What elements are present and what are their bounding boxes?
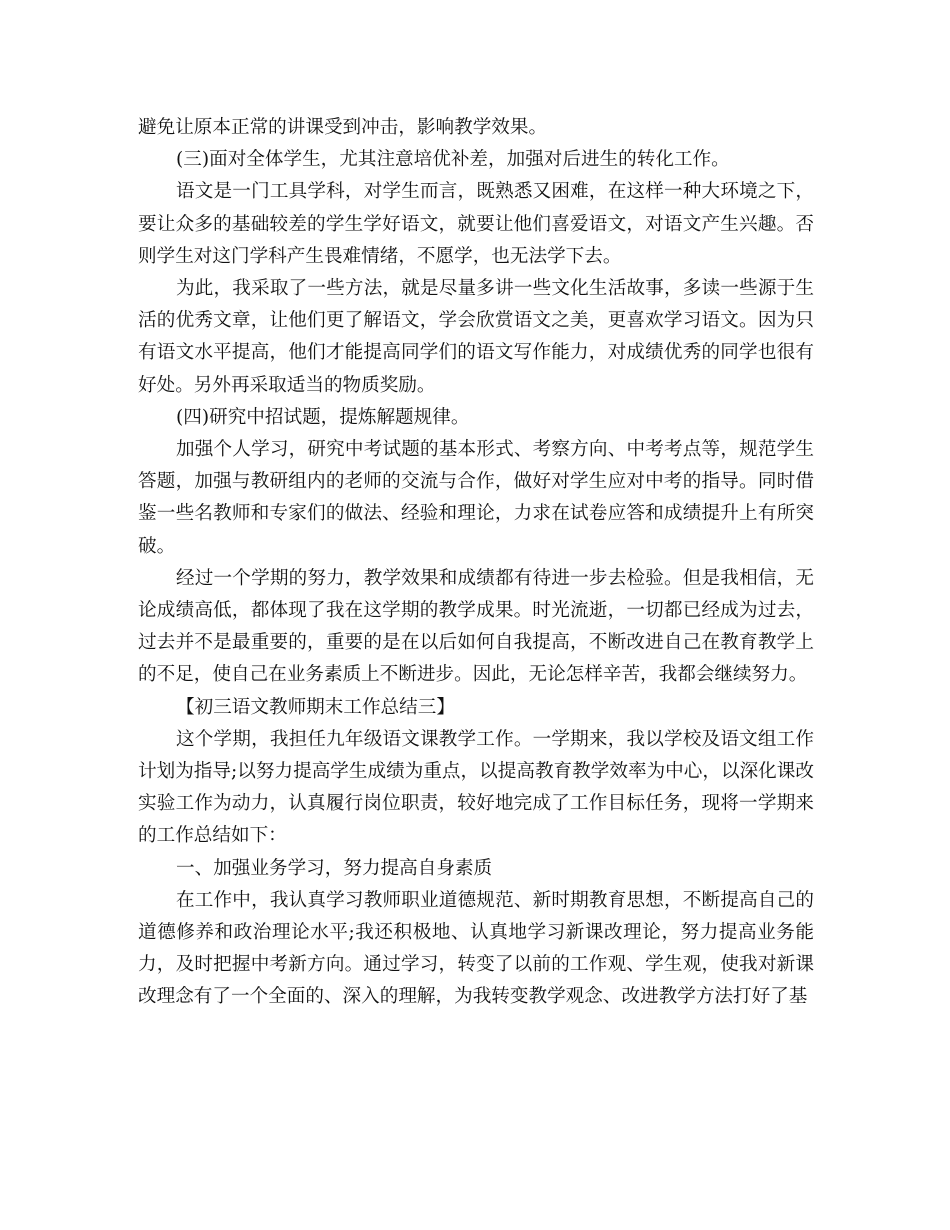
paragraph: 这个学期，我担任九年级语文课教学工作。一学期来，我以学校及语文组工作计划为指导;以努力提高学生成绩为重点，以提高教育教学效率为中心，以深化课改实验工作为动力，认真履行岗位职责，较好地完成了工作目标任务，现将一学期来的工作总结如下： [138,728,814,847]
article-title: 【初三语文教师期末工作总结三】 [176,696,455,718]
paragraph: 经过一个学期的努力，教学效果和成绩都有待进一步去检验。但是我相信，无论成绩高低，都体现了我在这学期的教学成果。时光流逝，一切都已经成为过去，过去并不是最重要的，重要的是在以后如何自我提高，不断改进自己在教育教学上的不足，使自己在业务素质上不断进步。因此，无论怎样辛苦，我都会继续努力。 [138,567,814,686]
paragraph: 语文是一门工具学科，对学生而言，既熟悉又困难，在这样一种大环境之下，要让众多的基础较差的学生学好语文，就要让他们喜爱语文，对语文产生兴趣。否则学生对这门学科产生畏难情绪，不愿学，也无法学下去。 [138,181,814,267]
section-heading: (三)面对全体学生，尤其注意培优补差，加强对后进生的转化工作。 [176,149,730,171]
paragraph: 为此，我采取了一些方法，就是尽量多讲一些文化生活故事，多读一些源于生活的优秀文章，让他们更了解语文，学会欣赏语文之美，更喜欢学习语文。因为只有语文水平提高，他们才能提高同学们的语文写作能力，对成绩优秀的同学也很有好处。另外再采取适当的物质奖励。 [138,278,814,396]
paragraph: 加强个人学习，研究中考试题的基本形式、考察方向、中考考点等，规范学生答题，加强与教研组内的老师的交流与合作，做好对学生应对中考的指导。同时借鉴一些名教师和专家们的做法、经验和理论，力求在试卷应答和成绩提升上有所突破。 [138,439,814,557]
section-heading: 一、加强业务学习，努力提高自身素质 [176,857,493,879]
paragraph: 避免让原本正常的讲课受到冲击，影响教学效果。 [138,117,548,138]
document-body [138,112,814,1014]
paragraph: 在工作中，我认真学习教师职业道德规范、新时期教育思想，不断提高自己的道德修养和政治理论水平;我还积极地、认真地学习新课改理论，努力提高业务能力，及时把握中考新方向。通过学习，转变了以前的工作观、学生观，使我对新课改理念有了一个全面的、深入的理解，为我转变教学观念、改进教学方法打好了基 [138,889,814,1008]
section-heading: (四)研究中招试题，提炼解题规律。 [176,406,470,428]
